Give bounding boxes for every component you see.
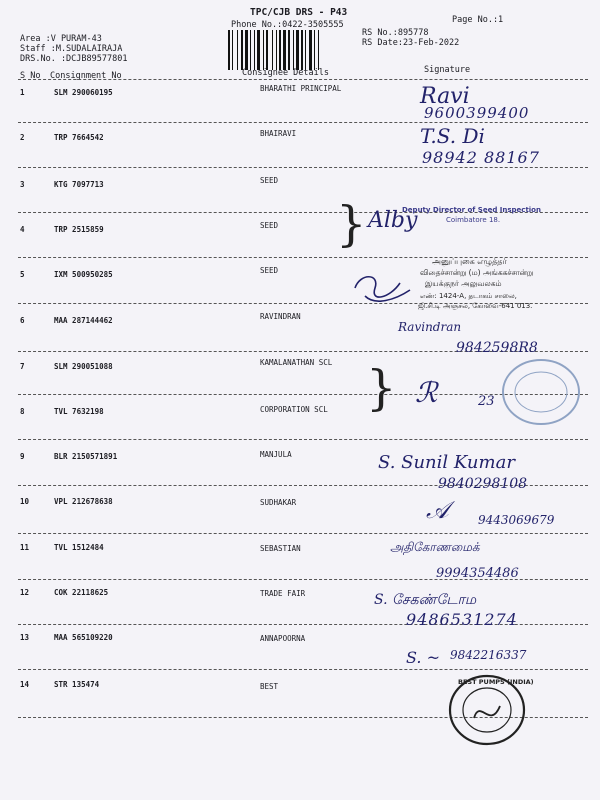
row-consignee: SEBASTIAN [260,544,301,553]
seed-inspection-stamp: Deputy Director of Seed Inspection [402,206,541,214]
document-title: TPC/CJB DRS - P43 [250,7,348,18]
row-consignee: SUDHAKAR [260,498,297,507]
tamil-stamp-line: அனுப்புகை எழுத்தர் [432,257,507,266]
row-consignment: COK 22118625 [54,588,109,597]
row-sno: 2 [20,133,25,142]
row-consignment: MAA 287144462 [54,316,113,325]
row-consignee: BHAIRAVI [260,129,297,138]
row-consignment: SLM 290051088 [54,362,113,371]
handwritten-phone: 98942 88167 [422,148,540,167]
handwritten-phone: 9600399400 [424,104,530,122]
handwritten-phone: 9842598R8 [456,340,538,356]
column-header-sno: S No [20,71,41,81]
row-consignee: SEED [260,266,279,275]
handwritten-signature: 𝒜 [426,496,449,524]
row-consignment: TRP 2515859 [54,225,104,234]
tamil-stamp-line: விதைச்சான்று (ம) அங்ககச்சான்று [420,268,534,277]
row-sno: 8 [20,407,25,416]
row-sno: 6 [20,316,25,325]
row-divider [18,439,588,440]
row-consignee: SEED [260,221,279,230]
row-consignee: RAVINDRAN [260,312,301,321]
handwritten-signature: ℛ [415,376,438,409]
handwritten-signature: Alby [368,208,418,233]
row-consignment: STR 135474 [54,680,100,689]
handwritten-signature: Ravi [420,84,470,109]
row-consignee: KAMALANATHAN SCL [260,358,333,367]
row-consignee: BHARATHI PRINCIPAL [260,84,342,93]
rs-number: RS No.:895778 [362,28,429,38]
handwritten-phone: 9486531274 [406,610,518,629]
row-sno: 14 [20,680,30,689]
handwritten-phone: 9994354486 [436,566,519,581]
row-consignment: TRP 7664542 [54,133,104,142]
row-consignment: TVL 7632198 [54,407,104,416]
seed-inspection-stamp-city: Coimbatore 18. [446,216,501,224]
drs-number: DRS.No. :DCJB89577801 [20,54,128,64]
tamil-stamp-line: எண்: 1424-A, தடாகம் சாலை, [420,292,517,300]
row-consignment: KTG 7097713 [54,180,104,189]
row-sno: 5 [20,270,25,279]
row-divider [18,669,588,670]
row-consignment: SLM 290060195 [54,88,113,97]
column-header-consignment: Consignment No [50,71,122,81]
row-consignee: TRADE FAIR [260,589,306,598]
rs-date: RS Date:23-Feb-2022 [362,38,460,48]
staff-label: Staff :M.SUDALAIRAJA [20,44,123,54]
brace-mark: } [336,196,367,252]
handwritten-number: 23 [478,394,495,409]
row-sno: 3 [20,180,25,189]
column-header-consignee: Consignee Details [242,68,329,78]
row-sno: 11 [20,543,30,552]
row-sno: 13 [20,633,30,642]
row-consignee: ANNAPOORNA [260,634,306,643]
phone-number: Phone No.:0422-3505555 [231,20,344,30]
handwritten-phone: 9842216337 [450,648,527,662]
row-consignment: VPL 212678638 [54,497,113,506]
round-stamp-icon [498,356,584,428]
tamil-stamp-line: ஜி.சி.டி அஞ்சல், கோவை-641 013. [418,302,533,310]
row-sno: 12 [20,588,30,597]
handwritten-signature: S. ~ [406,648,440,667]
best-pumps-stamp-text: BEST PUMPS (INDIA) [458,678,534,686]
row-consignee: CORPORATION SCL [260,405,328,414]
handwritten-signature: அதிகோணமைக் [390,540,480,554]
handwritten-signature: S. சேகண்டோம [374,592,477,608]
row-sno: 10 [20,497,30,506]
row-divider [18,533,588,534]
row-sno: 9 [20,452,25,461]
row-consignee: BEST [260,682,279,691]
page-number: Page No.:1 [452,15,504,25]
row-divider [18,167,588,168]
barcode-image [228,30,354,70]
tamil-stamp-line: இயக்குநர் அலுவலகம் [425,279,502,288]
row-sno: 7 [20,362,25,371]
scribble-icon [350,268,420,308]
handwritten-signature: Ravindran [398,320,462,334]
row-consignment: BLR 2150571891 [54,452,118,461]
handwritten-phone: 9443069679 [478,513,555,527]
row-consignee: MANJULA [260,450,292,459]
row-consignment: TVL 1512484 [54,543,104,552]
row-divider [18,122,588,123]
area-label: Area :V PURAM-43 [20,34,102,44]
row-consignment: IXM 500950285 [54,270,113,279]
handwritten-signature: S. Sunil Kumar [378,452,515,473]
row-sno: 4 [20,225,25,234]
row-consignment: MAA 565109220 [54,633,113,642]
header-divider [18,79,588,80]
row-sno: 1 [20,88,25,97]
row-consignee: SEED [260,176,279,185]
handwritten-phone: 9840298108 [438,476,528,492]
brace-mark: } [366,360,397,416]
column-header-signature: Signature [424,65,471,75]
handwritten-signature: T.S. Di [420,124,485,148]
